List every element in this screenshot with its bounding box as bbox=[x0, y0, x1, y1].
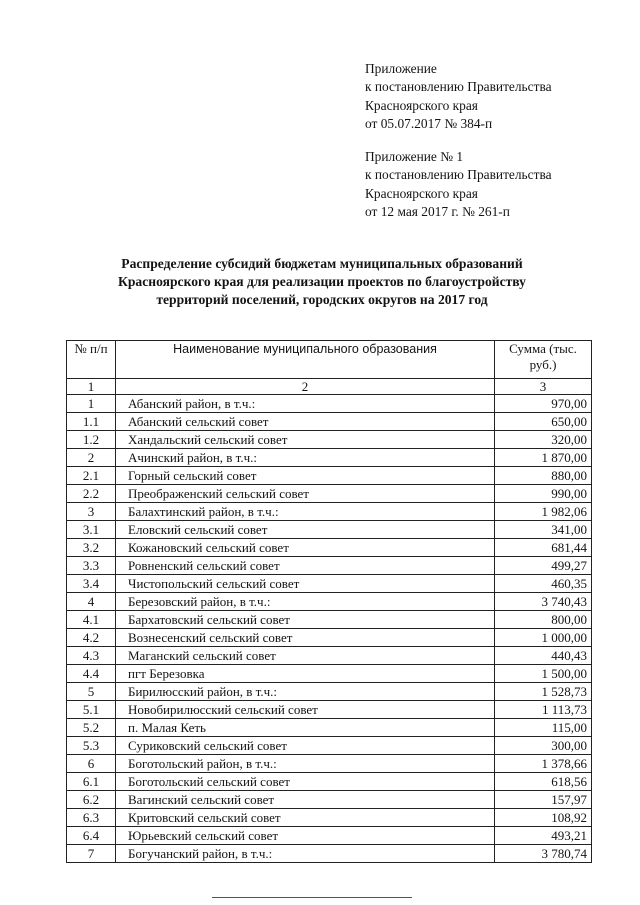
row-number: 2.2 bbox=[67, 485, 116, 503]
row-name: Новобирилюсский сельский совет bbox=[116, 701, 495, 719]
appendix-line: Красноярского края bbox=[365, 185, 478, 201]
row-name: Абанский сельский совет bbox=[116, 413, 495, 431]
row-name: Бархатовский сельский совет bbox=[116, 611, 495, 629]
table-row bbox=[67, 629, 592, 647]
row-sum: 990,00 bbox=[495, 485, 592, 503]
row-number: 3 bbox=[67, 503, 116, 521]
table-row bbox=[67, 575, 592, 593]
row-name: Бирилюсский район, в т.ч.: bbox=[116, 683, 495, 701]
table-row bbox=[67, 467, 592, 485]
row-name: Боготольский сельский совет bbox=[116, 773, 495, 791]
document-title bbox=[72, 255, 572, 309]
row-sum: 800,00 bbox=[495, 611, 592, 629]
header-num: № п/п bbox=[67, 341, 116, 379]
table-header-row bbox=[67, 341, 592, 379]
row-sum: 618,56 bbox=[495, 773, 592, 791]
table-row bbox=[67, 773, 592, 791]
row-sum: 440,43 bbox=[495, 647, 592, 665]
row-name: Юрьевский сельский совет bbox=[116, 827, 495, 845]
table-row bbox=[67, 791, 592, 809]
table-row bbox=[67, 737, 592, 755]
row-number: 3.3 bbox=[67, 557, 116, 575]
row-number: 6.3 bbox=[67, 809, 116, 827]
row-sum: 1 378,66 bbox=[495, 755, 592, 773]
appendix-line: к постановлению Правительства bbox=[365, 79, 552, 95]
row-sum: 1 982,06 bbox=[495, 503, 592, 521]
row-sum: 1 000,00 bbox=[495, 629, 592, 647]
row-sum: 681,44 bbox=[495, 539, 592, 557]
row-sum: 320,00 bbox=[495, 431, 592, 449]
row-name: Абанский район, в т.ч.: bbox=[116, 395, 495, 413]
row-name: Ачинский район, в т.ч.: bbox=[116, 449, 495, 467]
table-row bbox=[67, 701, 592, 719]
column-index: 2 bbox=[116, 379, 495, 395]
row-sum: 460,35 bbox=[495, 575, 592, 593]
row-name: Балахтинский район, в т.ч.: bbox=[116, 503, 495, 521]
row-name: Критовский сельский совет bbox=[116, 809, 495, 827]
row-number: 7 bbox=[67, 845, 116, 863]
row-number: 1 bbox=[67, 395, 116, 413]
table-body bbox=[67, 395, 592, 863]
row-name: Боготольский район, в т.ч.: bbox=[116, 755, 495, 773]
row-name: Кожановский сельский совет bbox=[116, 539, 495, 557]
row-sum: 3 740,43 bbox=[495, 593, 592, 611]
row-number: 1.2 bbox=[67, 431, 116, 449]
row-sum: 1 113,73 bbox=[495, 701, 592, 719]
appendix-line: от 05.07.2017 № 384-п bbox=[365, 116, 493, 132]
table-row bbox=[67, 665, 592, 683]
row-sum: 108,92 bbox=[495, 809, 592, 827]
row-number: 6 bbox=[67, 755, 116, 773]
row-number: 2.1 bbox=[67, 467, 116, 485]
appendix-header bbox=[365, 60, 552, 134]
appendix-line: Приложение bbox=[365, 61, 437, 76]
row-sum: 1 528,73 bbox=[495, 683, 592, 701]
row-sum: 157,97 bbox=[495, 791, 592, 809]
table-row bbox=[67, 521, 592, 539]
row-number: 4 bbox=[67, 593, 116, 611]
row-name: Вагинский сельский совет bbox=[116, 791, 495, 809]
header-sum: Сумма (тыс. руб.) bbox=[495, 341, 592, 379]
row-name: Еловский сельский совет bbox=[116, 521, 495, 539]
table-row bbox=[67, 755, 592, 773]
table-row bbox=[67, 827, 592, 845]
table-row bbox=[67, 503, 592, 521]
table-row bbox=[67, 485, 592, 503]
row-name: Преображенский сельский совет bbox=[116, 485, 495, 503]
row-name: Чистопольский сельский совет bbox=[116, 575, 495, 593]
row-sum: 650,00 bbox=[495, 413, 592, 431]
row-number: 3.1 bbox=[67, 521, 116, 539]
row-sum: 115,00 bbox=[495, 719, 592, 737]
column-index: 1 bbox=[67, 379, 116, 395]
table-row bbox=[67, 845, 592, 863]
row-sum: 970,00 bbox=[495, 395, 592, 413]
appendix-line: к постановлению Правительства bbox=[365, 167, 552, 183]
row-sum: 1 870,00 bbox=[495, 449, 592, 467]
row-name: Хандальский сельский совет bbox=[116, 431, 495, 449]
row-name: Суриковский сельский совет bbox=[116, 737, 495, 755]
footer-divider bbox=[212, 897, 412, 898]
row-number: 4.2 bbox=[67, 629, 116, 647]
row-sum: 880,00 bbox=[495, 467, 592, 485]
table-row bbox=[67, 809, 592, 827]
appendix-line: Приложение № 1 bbox=[365, 149, 464, 164]
row-number: 4.4 bbox=[67, 665, 116, 683]
row-sum: 3 780,74 bbox=[495, 845, 592, 863]
row-name: Вознесенский сельский совет bbox=[116, 629, 495, 647]
row-name: Березовский район, в т.ч.: bbox=[116, 593, 495, 611]
table-row bbox=[67, 539, 592, 557]
row-sum: 300,00 bbox=[495, 737, 592, 755]
row-name: Богучанский район, в т.ч.: bbox=[116, 845, 495, 863]
table-row bbox=[67, 683, 592, 701]
row-number: 4.1 bbox=[67, 611, 116, 629]
row-number: 2 bbox=[67, 449, 116, 467]
title-line: Распределение субсидий бюджетам муниципальных образований bbox=[121, 256, 523, 271]
row-name: Маганский сельский совет bbox=[116, 647, 495, 665]
row-name: п. Малая Кеть bbox=[116, 719, 495, 737]
table-row bbox=[67, 557, 592, 575]
header-name: Наименование муниципального образования bbox=[116, 341, 495, 379]
row-number: 5.2 bbox=[67, 719, 116, 737]
row-number: 5 bbox=[67, 683, 116, 701]
table-row bbox=[67, 395, 592, 413]
row-number: 3.4 bbox=[67, 575, 116, 593]
title-line: территорий поселений, городских округов на 2017 год bbox=[156, 292, 488, 307]
row-sum: 493,21 bbox=[495, 827, 592, 845]
row-number: 3.2 bbox=[67, 539, 116, 557]
appendix-line: Красноярского края bbox=[365, 97, 478, 113]
row-name: пгт Березовка bbox=[116, 665, 495, 683]
appendix-1-header bbox=[365, 148, 552, 222]
row-number: 6.1 bbox=[67, 773, 116, 791]
row-sum: 499,27 bbox=[495, 557, 592, 575]
row-name: Горный сельский совет bbox=[116, 467, 495, 485]
row-number: 5.1 bbox=[67, 701, 116, 719]
table-row bbox=[67, 413, 592, 431]
column-index-row bbox=[67, 379, 592, 395]
row-number: 4.3 bbox=[67, 647, 116, 665]
row-number: 6.2 bbox=[67, 791, 116, 809]
row-number: 6.4 bbox=[67, 827, 116, 845]
table-row bbox=[67, 647, 592, 665]
subsidy-table bbox=[66, 340, 592, 863]
row-sum: 341,00 bbox=[495, 521, 592, 539]
column-index: 3 bbox=[495, 379, 592, 395]
appendix-line: от 12 мая 2017 г. № 261-п bbox=[365, 204, 510, 220]
table-row bbox=[67, 611, 592, 629]
table-row bbox=[67, 449, 592, 467]
row-name: Ровненский сельский совет bbox=[116, 557, 495, 575]
title-line: Красноярского края для реализации проектов по благоустройству bbox=[118, 274, 526, 289]
table-row bbox=[67, 719, 592, 737]
row-sum: 1 500,00 bbox=[495, 665, 592, 683]
row-number: 1.1 bbox=[67, 413, 116, 431]
table-row bbox=[67, 593, 592, 611]
row-number: 5.3 bbox=[67, 737, 116, 755]
table-row bbox=[67, 431, 592, 449]
